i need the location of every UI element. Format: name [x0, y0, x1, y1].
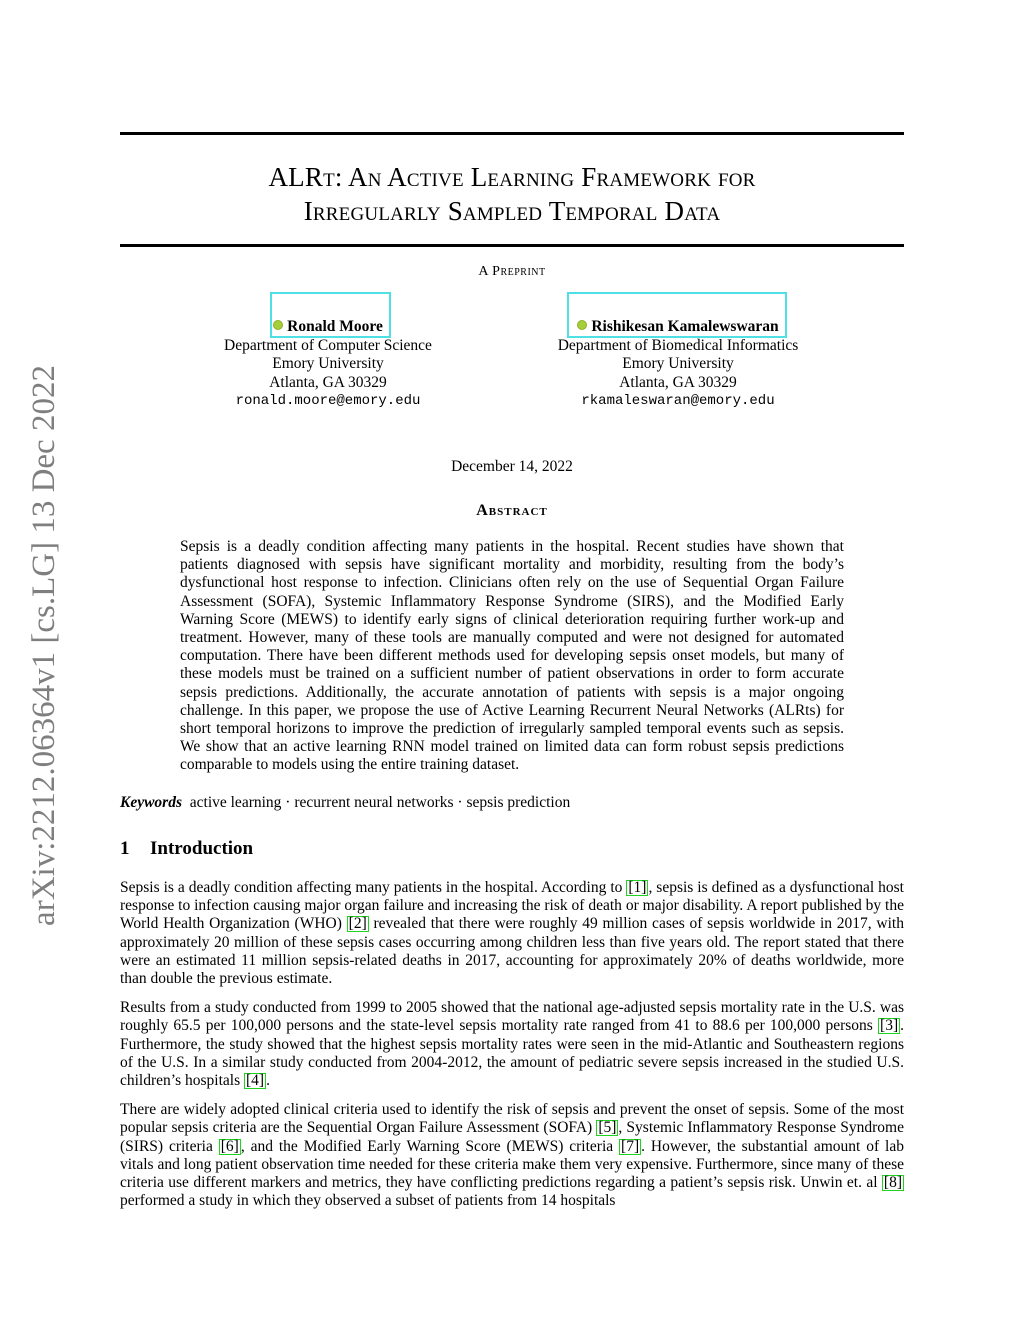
- paragraph-text: , and the Modified Early Warning Score (MEWS) criteria: [240, 1137, 620, 1155]
- abstract-part-2: (ALRts) for short temporal horizons to improve the prediction of irregularly sampled temporal events such as sepsis. We show that an active learning RNN model trained on limited data can form robust sepsis predictions comparable to models using the entire training dataset.: [180, 701, 844, 774]
- paragraph: [120, 879, 904, 988]
- citation-link[interactable]: [3]: [880, 1017, 899, 1035]
- section-body: [120, 879, 904, 1221]
- arxiv-sidebar: [14, 350, 74, 940]
- citation-link[interactable]: [5]: [598, 1119, 617, 1137]
- orcid-icon[interactable]: [577, 320, 587, 330]
- paragraph-text: There are widely adopted clinical criteria used to identify the risk of sepsis and prevent the onset of sepsis. Some of the most popular sepsis criteria are the Sequential Organ Failure Assessment (SOFA): [120, 1101, 904, 1137]
- keywords-list: active learning · recurrent neural networks · sepsis prediction: [189, 794, 571, 811]
- title-line-2: Irregularly Sampled Temporal Data: [303, 196, 721, 226]
- author-location: Atlanta, GA 30329: [269, 373, 387, 391]
- title-line-1: ALRt: An Active Learning Framework for: [268, 162, 756, 192]
- citation-link[interactable]: [8]: [883, 1174, 902, 1192]
- author-university: Emory University: [622, 355, 734, 372]
- citation-link[interactable]: [2]: [348, 915, 367, 933]
- preprint-label: A Preprint: [478, 264, 546, 279]
- paragraph: [120, 1101, 904, 1210]
- paper-title: [120, 160, 904, 228]
- orcid-icon[interactable]: [273, 320, 283, 330]
- citation-link[interactable]: [4]: [246, 1072, 265, 1090]
- author-department: Department of Computer Science: [224, 336, 432, 354]
- section-heading: [120, 838, 253, 860]
- abstract-heading: Abstract: [476, 502, 548, 519]
- section-title: Introduction: [150, 838, 254, 859]
- abstract-part-1: Sepsis is a deadly condition affecting many patients in the hospital. Recent studies have shown that patients diagnosed with sepsis have significant mortality and morbidity, resulting from the body’s dysfunctional host response to infection. Clinicians often rely on the use of Sequential Organ Failure Assessment (SOFA), Systemic Inflammatory Response Syndrome (SIRS), and the Modified Early Warning Score (MEWS) to identify early signs of clinical deterioration requiring further work-up and treatment. However, many of these tools are manually computed and were not designed for automated computation. There have been different methods used for developing sepsis onset models, but many of these models must be trained on a sufficient number of patient observations in order to form accurate sepsis predictions. Additionally, the accurate annotation of patients with sepsis is a major ongoing challenge. In this paper, we propose the use of: [180, 538, 844, 719]
- title-top-rule: [120, 132, 904, 135]
- paper-date: December 14, 2022: [451, 458, 573, 475]
- paragraph: [120, 999, 904, 1090]
- paragraph-text: , Systemic Inflammatory Response Syndrome (SIRS) criteria: [120, 1119, 904, 1155]
- citation-link[interactable]: [1]: [628, 879, 647, 896]
- author-email: rkamaleswaran@emory.edu: [581, 393, 775, 409]
- keywords-label: Keywords: [120, 794, 182, 811]
- section-number: 1: [120, 838, 130, 859]
- author-university: Emory University: [272, 355, 384, 372]
- paragraph-text: . Furthermore, the study showed that the highest sepsis mortality rates were seen in the mid-Atlantic and Southeastern regions of the U.S. In a similar study conducted from 2004-2012, the amount of pediatric severe sepsis increased in the studied U.S. children’s hospitals: [120, 1017, 904, 1090]
- author-location: Atlanta, GA 30329: [619, 373, 737, 391]
- citation-link[interactable]: [7]: [621, 1137, 640, 1155]
- author-block-2: [528, 318, 828, 411]
- citation-link[interactable]: [6]: [220, 1137, 239, 1155]
- paragraph-text: Results from a study conducted from 1999 to 2005 showed that the national age-adjusted sepsis mortality rate in the U.S. was roughly 65.5 per 100,000 persons and the state-level sepsis mortality rate ranged from 41 to 88.6 per 100,000 persons: [120, 999, 904, 1035]
- arxiv-id[interactable]: arXiv:2212.06364v1 [cs.LG] 13 Dec 2022: [25, 364, 62, 926]
- paragraph-text: . However, the substantial amount of lab vitals and long patient observation time needed for these criteria make them very expensive. Furthermore, since many of these criteria use different markers and metrics, they have conflicting predictions regarding a patient’s sepsis risk. Unwin et. al: [120, 1137, 904, 1192]
- keywords: [120, 794, 570, 812]
- author-name[interactable]: Rishikesan Kamalewswaran: [591, 318, 779, 335]
- paragraph-text: , sepsis is defined as a dysfunctional host response to infection causing major organ failure and increasing the risk of death or major disability. A report published by the World Health Organization (WHO): [120, 879, 904, 933]
- author-block-1: [198, 318, 458, 411]
- paragraph-text: revealed that there were roughly 49 million cases of sepsis worldwide in 2017, with approximately 20 million of these sepsis cases occurring among children less than five years old. The report stated that there were an estimated 11 million sepsis-related deaths in 2017, accounting for approximately 20% of deaths worldwide, more than double the previous estimate.: [120, 915, 904, 988]
- paragraph-text: .: [266, 1072, 270, 1090]
- author-department: Department of Biomedical Informatics: [557, 336, 799, 354]
- author-email: ronald.moore@emory.edu: [235, 393, 421, 409]
- abstract-acronym: Active Learning Recurrent Neural Networks: [482, 701, 764, 719]
- title-bottom-rule: [120, 244, 904, 247]
- paragraph-text: performed a study in which they observed a subset of patients from 14 hospitals: [120, 1192, 616, 1210]
- abstract-text: [180, 538, 844, 775]
- author-name[interactable]: Ronald Moore: [287, 318, 383, 335]
- paragraph-text: Sepsis is a deadly condition affecting many patients in the hospital. According to: [120, 879, 627, 896]
